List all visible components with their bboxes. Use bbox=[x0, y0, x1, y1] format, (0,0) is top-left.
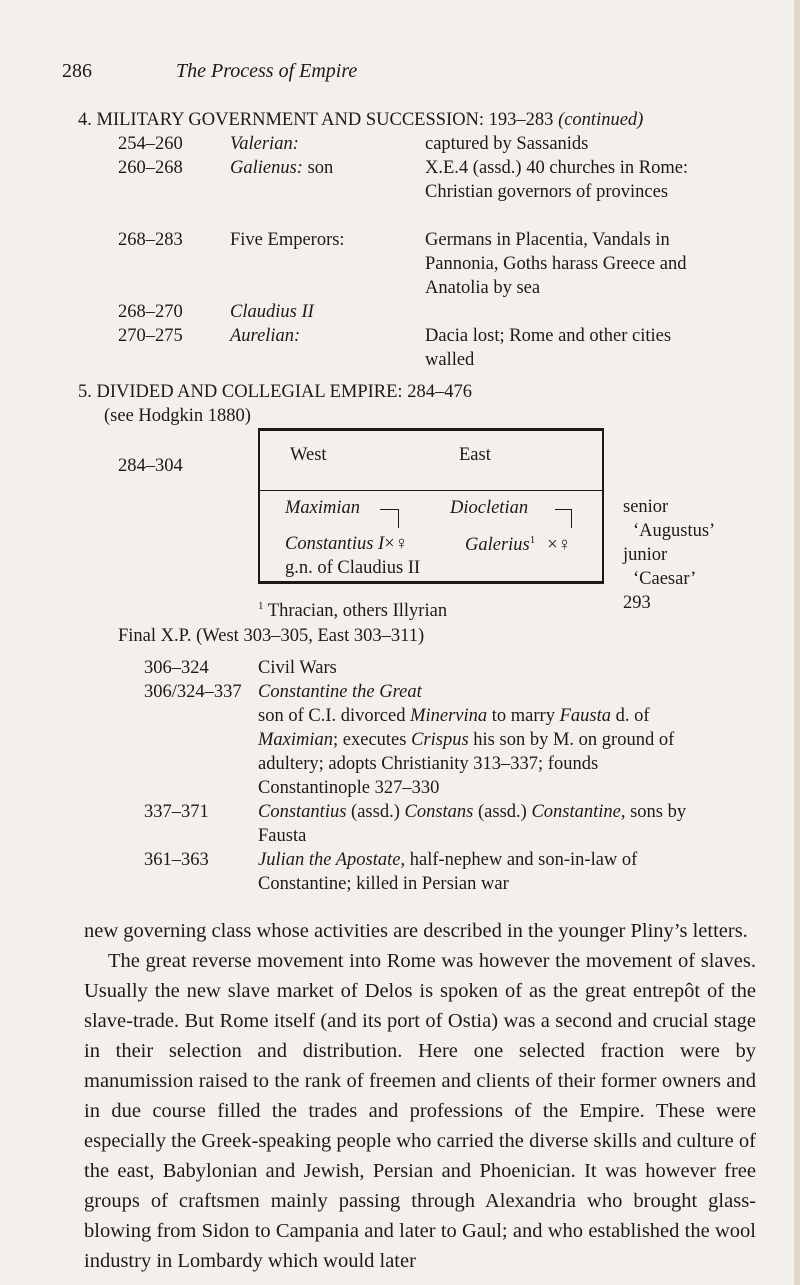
date-cell: 268–270 bbox=[118, 302, 183, 322]
section5-heading: 5. DIVIDED AND COLLEGIAL EMPIRE: 284–476 bbox=[78, 382, 472, 402]
event-line: Julian the Apostate, half-nephew and son-in-law of bbox=[258, 850, 638, 870]
date-cell: 268–283 bbox=[118, 230, 183, 250]
west-junior-note: g.n. of Claudius II bbox=[285, 558, 421, 578]
section5-subheading: (see Hodgkin 1880) bbox=[104, 406, 251, 426]
west-header: West bbox=[290, 445, 327, 465]
date-cell: 337–371 bbox=[144, 802, 209, 822]
event-line: Constantius (assd.) Constans (assd.) Constantine, sons by bbox=[258, 802, 687, 822]
caesar-label: ‘Caesar’ bbox=[633, 569, 697, 589]
west-senior: Maximian bbox=[285, 498, 361, 518]
body-text bbox=[84, 916, 756, 1276]
east-junior: Galerius$^1$ ×♀ bbox=[465, 534, 572, 556]
senior-label: senior bbox=[623, 497, 669, 517]
paragraph: The great reverse movement into Rome was however the movement of slaves. Usually the new slave market of Delos is spoken of as the great entrepôt of the slave-trade. But Rome itself (and its port of Ostia) was a second and crucial stage in their selection and distribution. Here one selected fraction were by manumission raised to the rank of freemen and clients of their former owners and in due course filled the trades and professions of the Empire. These were especially the Greek-speaking people who carried the diverse skills and culture of the east, Babylonian and Jewish, Persian and Phoenician. It was however free groups of craftsmen mainly passing through Alexandria who brought glass-blowing from Sidon to Campania and later to Gaul; and who established the wool industry in Lombardy which would later bbox=[84, 950, 756, 1272]
date-cell: 306–324 bbox=[144, 658, 209, 678]
event-cell: Civil Wars bbox=[258, 658, 337, 678]
note-cell: captured by Sassanids bbox=[425, 134, 589, 154]
paragraph: new governing class whose activities are described in the younger Pliny’s letters. bbox=[84, 920, 748, 942]
event-line: Maximian; executes Crispus his son by M. on ground of bbox=[258, 730, 675, 750]
event-line: Constantine; killed in Persian war bbox=[258, 874, 509, 894]
date-cell: 306/324–337 bbox=[144, 682, 242, 702]
ruler-cell: Valerian: bbox=[230, 134, 299, 154]
date-cell: 260–268 bbox=[118, 158, 183, 178]
note-cell: X.E.4 (assd.) 40 churches in Rome: Christian governors of provinces bbox=[425, 158, 689, 202]
augustus-label: ‘Augustus’ bbox=[633, 521, 716, 541]
ruler-cell: Claudius II bbox=[230, 302, 314, 322]
note-cell: Germans in Placentia, Vandals in Pannonia, Goths harass Greece and Anatolia by sea bbox=[425, 230, 687, 298]
event-line: Fausta bbox=[258, 826, 307, 846]
year-label: 293 bbox=[623, 593, 651, 613]
running-title: The Process of Empire bbox=[176, 60, 358, 82]
header-divider bbox=[260, 490, 602, 491]
east-senior: Diocletian bbox=[450, 498, 529, 518]
date-cell: 284–304 bbox=[118, 456, 183, 476]
event-line: son of C.I. divorced Minervina to marry Fausta d. of bbox=[258, 706, 650, 726]
east-header: East bbox=[459, 445, 491, 465]
section4-heading: 4. MILITARY GOVERNMENT AND SUCCESSION: 193–283 (continued) bbox=[78, 110, 644, 130]
final-xp: Final X.P. (West 303–305, East 303–311) bbox=[118, 626, 425, 646]
date-cell: 361–363 bbox=[144, 850, 209, 870]
date-cell: 270–275 bbox=[118, 326, 183, 346]
tetrarchy-table bbox=[258, 428, 604, 584]
junior-label: junior bbox=[623, 545, 668, 565]
ruler-cell: Aurelian: bbox=[230, 326, 301, 346]
event-line: adultery; adopts Christianity 313–337; founds bbox=[258, 754, 599, 774]
note-cell: Dacia lost; Rome and other cities walled bbox=[425, 326, 672, 370]
event-title: Constantine the Great bbox=[258, 682, 422, 702]
ruler-cell: Galienus: son bbox=[230, 158, 334, 178]
footnote: $^1$ Thracian, others Illyrian bbox=[258, 600, 448, 622]
west-junior: Constantius I×♀ bbox=[285, 534, 409, 554]
page-number: 286 bbox=[62, 60, 92, 82]
ruler-cell: Five Emperors: bbox=[230, 230, 345, 250]
page-edge bbox=[794, 0, 800, 1285]
east-succession-bracket bbox=[555, 509, 572, 528]
event-line: Constantinople 327–330 bbox=[258, 778, 440, 798]
west-succession-bracket bbox=[380, 509, 399, 528]
date-cell: 254–260 bbox=[118, 134, 183, 154]
